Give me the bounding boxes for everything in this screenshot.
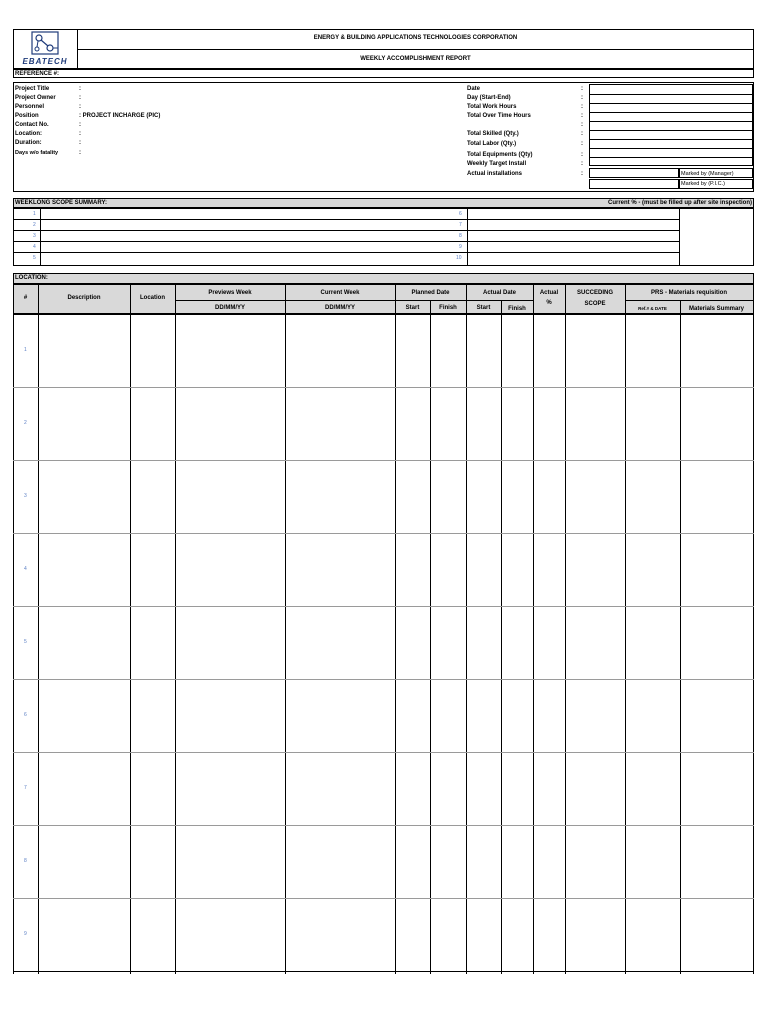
scope-row-number: 9 — [459, 244, 462, 250]
info-value: : — [79, 95, 81, 101]
target-install-cell — [589, 168, 679, 178]
info-label: Total Equipments (Qty) — [467, 152, 533, 158]
info-value: : — [581, 161, 583, 167]
info-value: : — [581, 86, 583, 92]
info-value: : — [581, 131, 583, 137]
table-row-number: 2 — [24, 420, 27, 426]
scope-col-left — [40, 208, 41, 266]
info-label: Duration: — [15, 140, 42, 146]
cell-line — [589, 130, 753, 131]
scope-row-line — [13, 230, 679, 231]
scope-row-number: 4 — [33, 244, 36, 250]
info-value: : — [581, 95, 583, 101]
table-row-number: 1 — [24, 347, 27, 353]
table-row-number: 3 — [24, 493, 27, 499]
info-value: : — [79, 131, 81, 137]
row-line — [13, 460, 754, 461]
scope-row-line — [13, 219, 679, 220]
table-row-number: 4 — [24, 566, 27, 572]
scope-row-number: 10 — [456, 255, 462, 261]
col-header-actual-pct-sign: % — [546, 300, 552, 306]
scope-row-line — [13, 252, 679, 253]
report-title: WEEKLY ACCOMPLISHMENT REPORT — [360, 56, 471, 62]
col-header-succeeding-scope: SCOPE — [584, 301, 606, 307]
actual-install-cell — [589, 179, 679, 189]
info-value: : — [79, 140, 81, 146]
info-value: : — [581, 141, 583, 147]
info-value: : — [581, 152, 583, 158]
info-label: Total Work Hours — [467, 104, 517, 110]
col-header-actual-date: Actual Date — [482, 290, 516, 296]
col-header-succeeding: SUCCEDING — [576, 290, 613, 296]
col-header-prs: PRS - Materials requisition — [650, 290, 728, 296]
col-header-previous-week-sub: DD/MM/YY — [215, 305, 245, 311]
table-row-number: 7 — [24, 785, 27, 791]
header-sub-line — [625, 300, 753, 301]
info-label: Project Owner — [15, 95, 56, 101]
cell-line — [589, 148, 753, 149]
scope-row-number: 8 — [459, 233, 462, 239]
col-header-current-week: Current Week — [320, 290, 360, 296]
company-logo — [16, 30, 74, 68]
info-value-cells — [589, 84, 753, 166]
current-pct-note: Current % - (must be filled up after site inspection) — [607, 200, 752, 206]
scope-row-number: 6 — [459, 211, 462, 217]
info-label: Day (Start-End) — [467, 95, 511, 101]
info-label: Actual installations — [467, 171, 523, 177]
col-header-actual-finish: Finish — [508, 306, 526, 312]
row-line — [13, 825, 754, 826]
col-header-planned-start: Start — [405, 305, 420, 311]
header-mid-line — [77, 49, 754, 50]
col-header-planned-date: Planned Date — [411, 290, 450, 296]
info-value: : PROJECT INCHARGE (PIC) — [79, 113, 161, 119]
info-value: : — [581, 113, 583, 119]
location-header — [13, 273, 754, 284]
info-value: : — [79, 104, 81, 110]
reference-label: REFERENCE #: — [15, 71, 60, 77]
table-row-number: 6 — [24, 712, 27, 718]
scope-row-number: 2 — [33, 222, 36, 228]
info-label: Total Labor (Qty.) — [467, 141, 517, 147]
col-line — [501, 300, 502, 974]
table-row-number: 9 — [24, 931, 27, 937]
scope-row-number: 7 — [459, 222, 462, 228]
col-header-previous-week: Previews Week — [208, 290, 252, 296]
marked-by-pic: Marked by (P.I.C.) — [681, 181, 725, 187]
header-sub-line — [175, 300, 533, 301]
row-line — [13, 898, 754, 899]
col-header-actual-start: Start — [476, 305, 491, 311]
scope-summary-body — [13, 208, 754, 266]
row-line — [13, 752, 754, 753]
col-header-prs-ref: Ref.# & DATE — [638, 306, 667, 311]
col-header-location: Location — [140, 295, 165, 301]
scope-col-mid — [467, 208, 468, 266]
info-label: Days w/o fatality — [15, 150, 59, 156]
cell-line — [589, 103, 753, 104]
scope-col-right — [679, 208, 680, 266]
cell-line — [589, 157, 753, 158]
info-value: : — [581, 122, 583, 128]
info-value: : — [581, 171, 583, 177]
info-label: Personnel — [15, 104, 45, 110]
col-header-current-week-sub: DD/MM/YY — [325, 305, 355, 311]
table-row-number: 5 — [24, 639, 27, 645]
info-label: Position — [15, 113, 39, 119]
scope-row-line — [13, 241, 679, 242]
scope-row-number: 3 — [33, 233, 36, 239]
location-label: LOCATION: — [15, 275, 48, 281]
scope-summary-title: WEEKLONG SCOPE SUMMARY: — [15, 200, 108, 206]
row-line — [13, 387, 754, 388]
info-label: Weekly Target Install — [467, 161, 527, 167]
table-row-number: 8 — [24, 858, 27, 864]
row-line — [13, 533, 754, 534]
company-name: ENERGY & BUILDING APPLICATIONS TECHNOLOGIES CORPORATION — [313, 35, 518, 41]
scope-row-number: 1 — [33, 211, 36, 217]
info-value: : — [79, 150, 81, 156]
reference-row — [13, 69, 754, 78]
info-label: Location: — [15, 131, 42, 137]
col-line — [680, 300, 681, 974]
col-line — [430, 300, 431, 974]
col-header-planned-finish: Finish — [439, 305, 457, 311]
info-label: Project Title — [15, 86, 50, 92]
cell-line — [589, 94, 753, 95]
info-value: : — [79, 86, 81, 92]
cell-line — [589, 139, 753, 140]
info-label: Total Skilled (Qty.) — [467, 131, 519, 137]
cell-line — [589, 112, 753, 113]
logo-wordmark: EBATECH — [22, 57, 68, 66]
col-header-description: Description — [67, 295, 101, 301]
row-line — [13, 679, 754, 680]
info-label: Total Over Time Hours — [467, 113, 531, 119]
scope-row-number: 5 — [33, 255, 36, 261]
marked-by-manager: Marked by (Manager) — [681, 171, 734, 177]
info-label: Date — [467, 86, 481, 92]
info-label: Contact No. — [15, 122, 49, 128]
col-header-hash: # — [23, 295, 28, 301]
row-line — [13, 606, 754, 607]
col-header-materials-summary: Materials Summary — [688, 306, 745, 312]
info-value: : — [79, 122, 81, 128]
header-bottom-line — [13, 314, 754, 315]
info-value: : — [581, 104, 583, 110]
col-header-actual-pct: Actual — [539, 290, 559, 296]
row-line — [13, 971, 754, 972]
cell-line — [589, 121, 753, 122]
